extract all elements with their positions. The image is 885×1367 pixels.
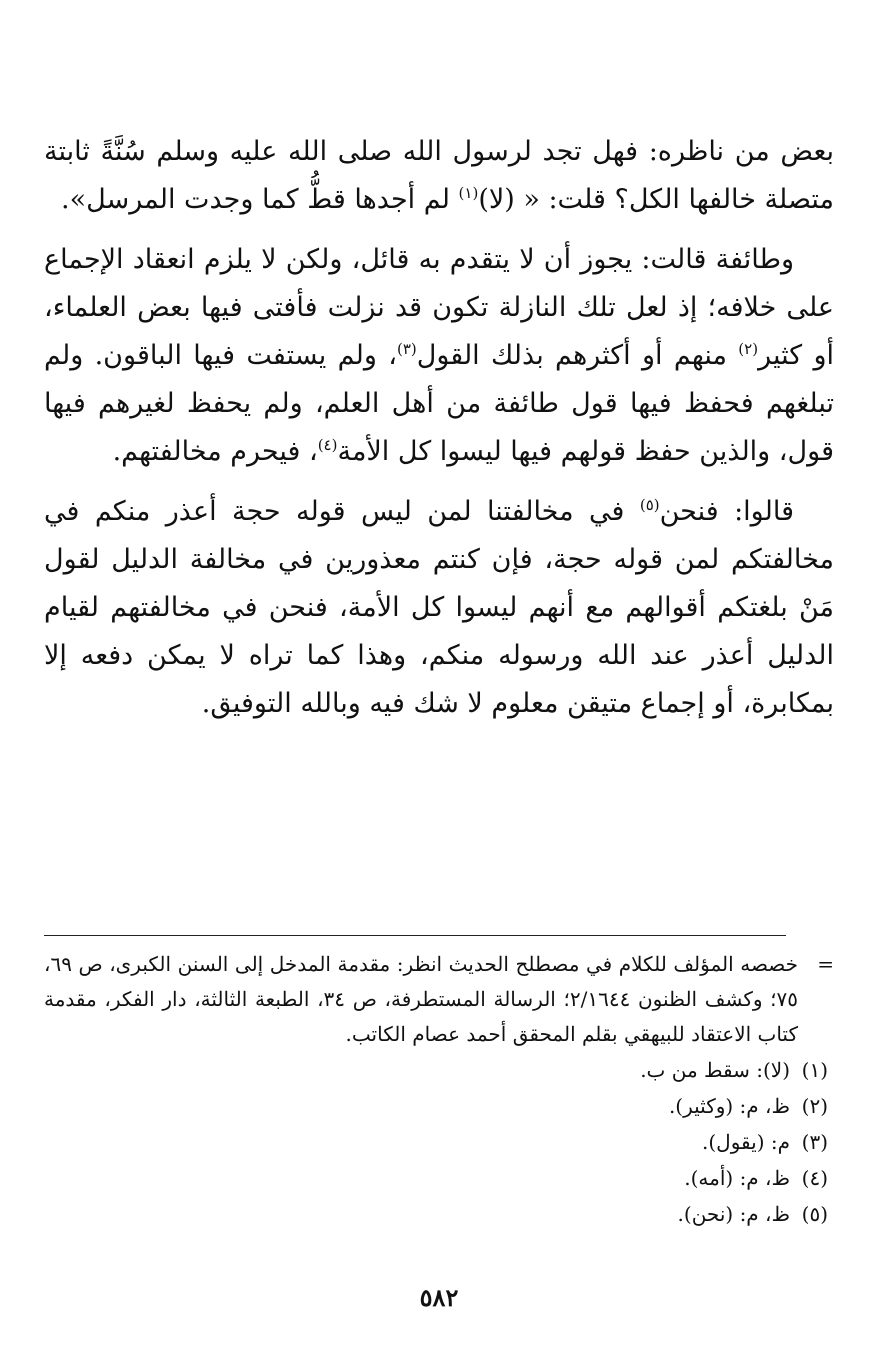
paragraph-2 [44,236,834,476]
page-number: ٥٨٢ [419,1283,459,1312]
footnote-number: (٥) [801,1202,828,1226]
text-run: منهم أو أكثرهم بذلك القول [416,340,739,371]
carryover-text: خصصه المؤلف للكلام في مصطلح الحديث انظر: مقدمة المدخل إلى السنن الكبرى، ص ٦٩، ٧٥؛ وكشف الظنون ٢/١٦٤٤؛ الرسالة المستطرفة، ص ٣٤، الطبعة الثالثة، دار الفكر، مقدمة كتاب الاعتقاد للبيهقي بقلم المحقق أحمد عصام الكاتب. [44,952,799,1046]
footnote-text: م: (يقول). [702,1130,790,1154]
paragraph-1 [44,128,834,224]
text-run: وطائفة قالت: يجوز أن لا يتقدم به قائل، ولكن لا يلزم انعقاد الإجماع على خلافه؛ إذ لعل تلك النازلة تكون قد نزلت فأفتى فيها بعض العلماء، أو كثير [44,244,834,371]
paragraph-3 [44,488,834,728]
footnote-ref-2[interactable]: (٢) [738,340,759,358]
footnote-ref-5[interactable]: (٥) [639,496,660,514]
footnotes [44,947,834,1232]
text-run: بعض من ناظره: فهل تجد لرسول الله صلى الله عليه وسلم سُنَّةً ثابتة متصلة خالفها الكل؟ قلت: « (لا) [44,136,834,215]
footnote-text: (لا): سقط من ب. [640,1058,790,1082]
footnote-carryover [44,947,834,1052]
footnote-number: (٢) [801,1094,828,1118]
footnote-number: (١) [801,1058,828,1082]
text-run: لم أجدها قطُّ كما وجدت المرسل». [61,184,459,215]
footnote-4 [44,1160,834,1196]
footnote-number: (٤) [801,1166,828,1190]
footnote-divider [44,935,786,936]
footnote-text: ظ، م: (وكثير). [668,1094,790,1118]
footnote-3 [44,1124,834,1160]
footnote-ref-3[interactable]: (٣) [396,340,417,358]
text-run: ، فيحرم مخالفتهم. [112,436,318,467]
book-page [44,0,834,1367]
text-run: قالوا: فنحن [659,496,794,527]
main-text [44,128,834,728]
text-run: ، ولم يستفت فيها الباقون. ولم تبلغهم فحفظ فيها قول طائفة من أهل العلم، ولم يحفظ لغيرهم فيها قول، والذين حفظ قولهم فيها ليسوا كل الأمة [44,340,834,467]
footnote-ref-4[interactable]: (٤) [317,436,338,454]
carryover-marker: = [817,952,834,976]
footnote-text: ظ، م: (نحن). [677,1202,790,1226]
footnote-5 [44,1196,834,1232]
footnote-text: ظ، م: (أمه). [684,1166,790,1190]
footnote-number: (٣) [801,1130,828,1154]
footnote-1 [44,1052,834,1088]
footnote-ref-1[interactable]: (١) [458,184,479,202]
text-run: في مخالفتنا لمن ليس قوله حجة أعذر منكم في مخالفتكم لمن قوله حجة، فإن كنتم معذورين في مخالفة الدليل لقول مَنْ بلغتكم أقوالهم مع أنهم ليسوا كل الأمة، فنحن في مخالفتهم لقيام الدليل أعذر عند الله ورسوله منكم، وهذا كما تراه لا يمكن دفعه إلا بمكابرة، أو إجماع متيقن معلوم لا شك فيه وبالله التوفيق. [44,496,834,719]
footnote-2 [44,1088,834,1124]
